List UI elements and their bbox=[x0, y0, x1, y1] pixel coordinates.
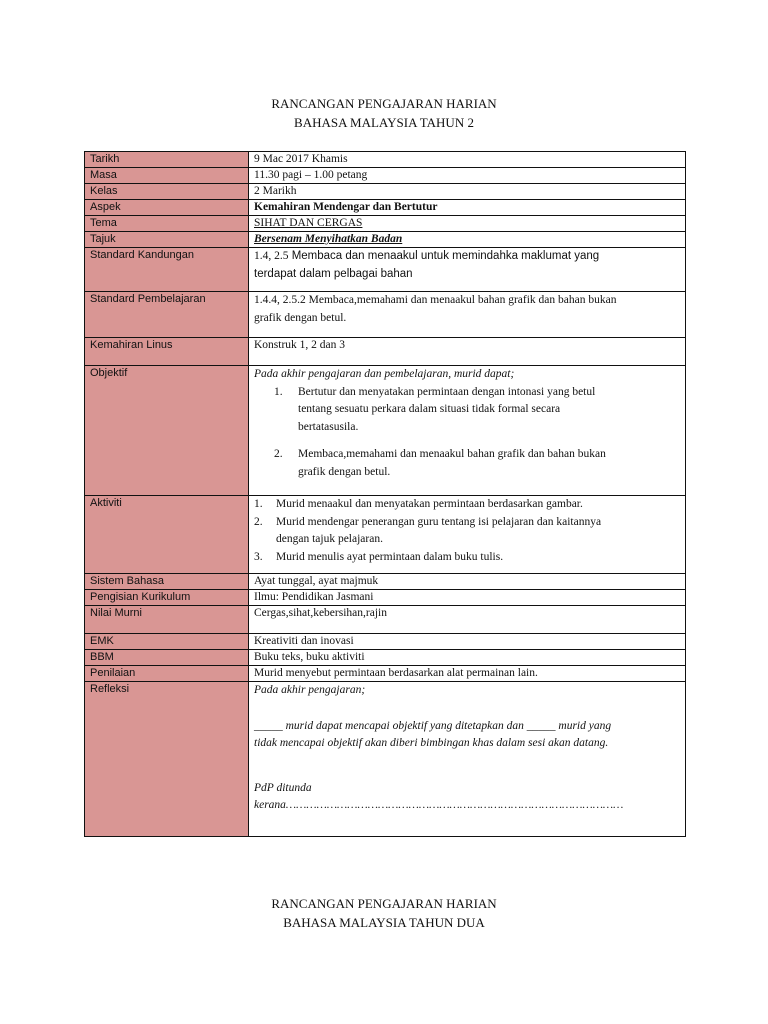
value-objektif bbox=[249, 366, 686, 496]
value-emk: Kreativiti dan inovasi bbox=[249, 634, 686, 650]
label-standard-kandungan: Standard Kandungan bbox=[85, 248, 249, 292]
standard-kandungan-line-1 bbox=[254, 248, 681, 266]
row-nilai-murni bbox=[85, 606, 686, 634]
row-sistem-bahasa bbox=[85, 574, 686, 590]
label-aktiviti: Aktiviti bbox=[85, 496, 249, 574]
objektif-item-2-line-1: Membaca,memahami dan menaakul bahan grafik dan bahan bukan bbox=[298, 448, 606, 460]
objektif-item-1-number: 1. bbox=[274, 385, 283, 398]
standard-pembelajaran-line-1: 1.4.4, 2.5.2 Membaca,memahami dan menaakul bahan grafik dan bahan bukan bbox=[254, 294, 617, 306]
standard-kandungan-code: 1.4, 2.5 bbox=[254, 250, 289, 262]
label-refleksi: Refleksi bbox=[85, 682, 249, 837]
objektif-item-1-line-3: bertatasusila. bbox=[298, 420, 359, 433]
row-refleksi bbox=[85, 682, 686, 837]
row-penilaian bbox=[85, 666, 686, 682]
row-objektif bbox=[85, 366, 686, 496]
document-heading-bottom bbox=[0, 894, 768, 932]
row-tarikh bbox=[85, 152, 686, 168]
label-pengisian-kurikulum: Pengisian Kurikulum bbox=[85, 590, 249, 606]
heading-subject: BAHASA MALAYSIA TAHUN DUA bbox=[283, 915, 485, 930]
standard-kandungan-line-2: terdapat dalam pelbagai bahan bbox=[254, 267, 413, 280]
value-bbm: Buku teks, buku aktiviti bbox=[249, 650, 686, 666]
aktiviti-item-3-text: Murid menulis ayat permintaan dalam buku tulis. bbox=[276, 550, 504, 563]
lesson-plan-table bbox=[84, 151, 686, 837]
standard-kandungan-text: Membaca dan menaakul untuk memindahka maklumat yang bbox=[288, 250, 600, 262]
label-tajuk: Tajuk bbox=[85, 232, 249, 248]
aktiviti-item-1-number: 1. bbox=[254, 498, 263, 510]
aktiviti-item-1 bbox=[254, 496, 681, 514]
value-sistem-bahasa: Ayat tunggal, ayat majmuk bbox=[249, 574, 686, 590]
row-bbm bbox=[85, 650, 686, 666]
label-masa: Masa bbox=[85, 168, 249, 184]
row-standard-kandungan bbox=[85, 248, 686, 292]
value-tajuk: Bersenam Menyihatkan Badan bbox=[249, 232, 686, 248]
value-kelas: 2 Marikh bbox=[249, 184, 686, 200]
aktiviti-item-3 bbox=[254, 549, 681, 567]
row-tajuk bbox=[85, 232, 686, 248]
label-penilaian: Penilaian bbox=[85, 666, 249, 682]
objektif-item-2-number: 2. bbox=[274, 448, 283, 460]
row-kemahiran-linus bbox=[85, 338, 686, 366]
heading-subject: BAHASA MALAYSIA TAHUN 2 bbox=[294, 115, 474, 130]
label-standard-pembelajaran: Standard Pembelajaran bbox=[85, 292, 249, 338]
value-masa: 11.30 pagi – 1.00 petang bbox=[249, 168, 686, 184]
heading-title: RANCANGAN PENGAJARAN HARIAN bbox=[271, 896, 497, 911]
document-heading-top bbox=[0, 94, 768, 132]
label-objektif: Objektif bbox=[85, 366, 249, 496]
refleksi-line-1: _____ murid dapat mencapai objektif yang ditetapkan dan _____ murid yang bbox=[254, 719, 612, 732]
objektif-item-2-line-2: grafik dengan betul. bbox=[298, 465, 391, 478]
aktiviti-item-2-line-1: Murid mendengar penerangan guru tentang isi pelajaran dan kaitannya bbox=[276, 515, 602, 528]
row-standard-pembelajaran bbox=[85, 292, 686, 338]
aktiviti-item-1-text: Murid menaakul dan menyatakan permintaan berdasarkan gambar. bbox=[276, 498, 583, 510]
label-emk: EMK bbox=[85, 634, 249, 650]
value-aktiviti bbox=[249, 496, 686, 574]
row-tema bbox=[85, 216, 686, 232]
refleksi-line-2: tidak mencapai objektif akan diberi bimbingan khas dalam sesi akan datang. bbox=[254, 737, 609, 749]
aktiviti-item-2-line-2: dengan tajuk pelajaran. bbox=[276, 533, 383, 545]
heading-title: RANCANGAN PENGAJARAN HARIAN bbox=[271, 96, 497, 111]
value-standard-pembelajaran bbox=[249, 292, 686, 338]
row-aspek bbox=[85, 200, 686, 216]
value-refleksi bbox=[249, 682, 686, 837]
row-emk bbox=[85, 634, 686, 650]
value-aspek: Kemahiran Mendengar dan Bertutur bbox=[249, 200, 686, 216]
value-pengisian-kurikulum: Ilmu: Pendidikan Jasmani bbox=[249, 590, 686, 606]
label-kelas: Kelas bbox=[85, 184, 249, 200]
objektif-item-1-line-1: Bertutur dan menyatakan permintaan dengan intonasi yang betul bbox=[298, 385, 596, 398]
value-tarikh: 9 Mac 2017 Khamis bbox=[249, 152, 686, 168]
objektif-item-1 bbox=[254, 384, 681, 437]
refleksi-kerana: kerana……………………………………………………………………………………… bbox=[254, 799, 624, 811]
label-bbm: BBM bbox=[85, 650, 249, 666]
value-kemahiran-linus: Konstruk 1, 2 dan 3 bbox=[249, 338, 686, 366]
label-tarikh: Tarikh bbox=[85, 152, 249, 168]
objektif-item-2 bbox=[254, 446, 681, 481]
objektif-intro: Pada akhir pengajaran dan pembelajaran, murid dapat; bbox=[254, 368, 515, 380]
row-aktiviti bbox=[85, 496, 686, 574]
value-standard-kandungan bbox=[249, 248, 686, 292]
refleksi-pdp: PdP ditunda bbox=[254, 781, 312, 794]
label-aspek: Aspek bbox=[85, 200, 249, 216]
aktiviti-item-3-number: 3. bbox=[254, 550, 263, 563]
value-penilaian: Murid menyebut permintaan berdasarkan alat permainan lain. bbox=[249, 666, 686, 682]
row-masa bbox=[85, 168, 686, 184]
value-nilai-murni: Cergas,sihat,kebersihan,rajin bbox=[249, 606, 686, 634]
label-kemahiran-linus: Kemahiran Linus bbox=[85, 338, 249, 366]
aktiviti-item-2 bbox=[254, 514, 681, 549]
label-sistem-bahasa: Sistem Bahasa bbox=[85, 574, 249, 590]
value-tema: SIHAT DAN CERGAS bbox=[249, 216, 686, 232]
row-pengisian-kurikulum bbox=[85, 590, 686, 606]
aktiviti-item-2-number: 2. bbox=[254, 515, 263, 528]
refleksi-intro: Pada akhir pengajaran; bbox=[254, 684, 366, 696]
row-kelas bbox=[85, 184, 686, 200]
label-nilai-murni: Nilai Murni bbox=[85, 606, 249, 634]
objektif-item-1-line-2: tentang sesuatu perkara dalam situasi tidak formal secara bbox=[298, 403, 561, 415]
label-tema: Tema bbox=[85, 216, 249, 232]
standard-pembelajaran-line-2: grafik dengan betul. bbox=[254, 311, 347, 324]
